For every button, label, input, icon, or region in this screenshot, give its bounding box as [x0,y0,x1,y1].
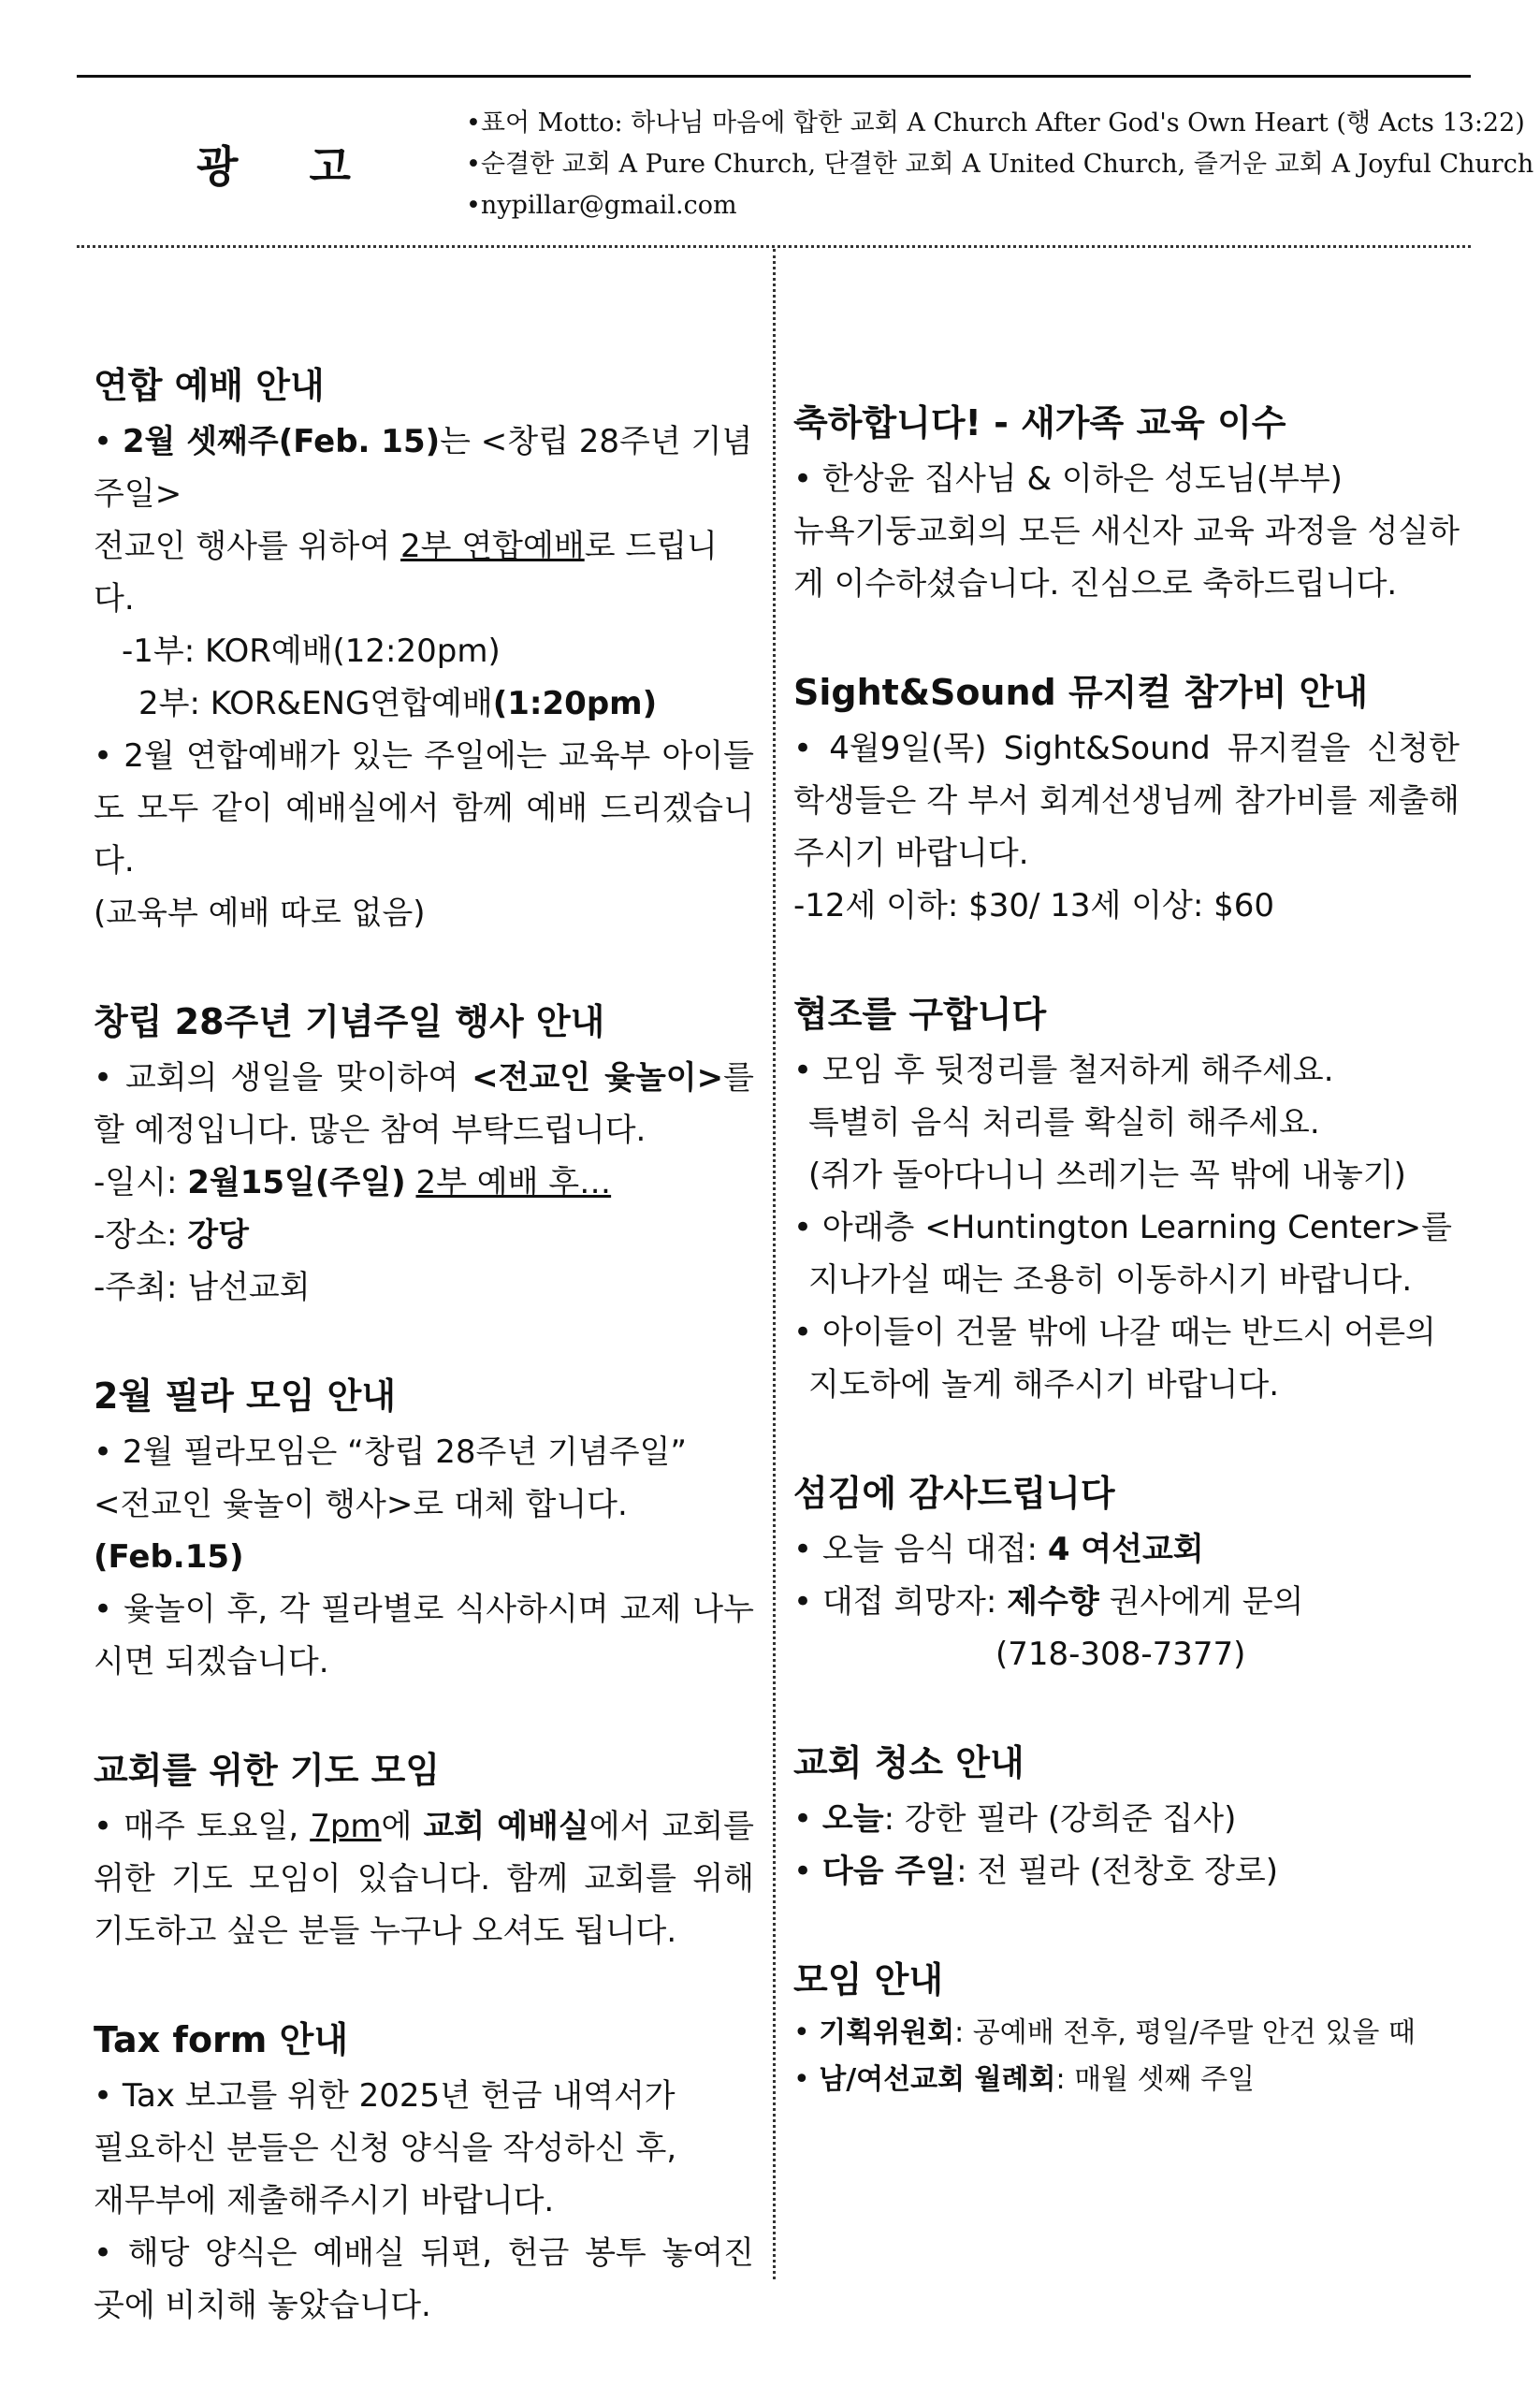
text: 로 드립니다. [94,528,718,618]
label-text: 다음 주일 [821,1853,957,1890]
notice-line: 재무부에 제출해주시기 바랍니다. [94,2182,555,2219]
underlined-text: 2부 예배 후… [415,1164,612,1201]
bullet: • [793,2016,820,2049]
text: : 매월 셋째 주일 [1055,2063,1256,2096]
left-column [94,356,754,2384]
notice-line [94,1052,754,1157]
notice-line: (쥐가 돌아다니니 쓰레기는 꼭 밖에 내놓기) [808,1157,1406,1194]
host-line: -주최: 남선교회 [94,1269,311,1306]
date-text: 2월 셋째주(Feb. 15) [122,423,441,460]
virtues-line: •순결한 교회 A Pure Church, 단결한 교회 A United Church, 즐거운 교회 A Joyful Church [466,150,1534,179]
notice-line: • 아래층 <Huntington Learning Center>를 [793,1209,1452,1246]
text: : 공예배 전후, 평일/주말 안건 있을 때 [954,2016,1416,2049]
section-musical-fee [793,662,1460,932]
fee-line: -12세 이하: $30/ 13세 이상: $60 [793,887,1275,924]
service-1-line: -1부: KOR예배(12:20pm) [122,633,501,670]
dotted-divider-horizontal [77,245,1471,248]
section-title: 모임 안내 [793,1959,944,2000]
section-cooperation [793,984,1460,1411]
bullet: • [793,1853,822,1890]
section-title: 섬김에 감사드립니다 [793,1473,1115,1514]
text [406,1164,416,1201]
notice-line: • 2월 필라모임은 “창립 28주년 기념주일” [94,1433,688,1471]
text: 를 할 예정입니다. 많은 참여 부탁드립니다. [94,1059,754,1149]
text: 에 [381,1808,424,1845]
page-title: 광 고 [196,141,379,192]
section-title: 2월 필라 모임 안내 [94,1375,397,1417]
right-column [793,393,1460,2156]
location-text: 교회 예배실 [423,1808,589,1845]
text: 2부: KOR&ENG연합예배 [138,685,493,722]
section-title: 교회 청소 안내 [793,1742,1024,1783]
section-title: 창립 28주년 기념주일 행사 안내 [94,1001,605,1042]
text: : 전 필라 (전창호 장로) [956,1853,1279,1890]
section-congratulations [793,393,1460,610]
datetime-line [94,1157,754,1209]
notice-line: 지나가실 때는 조용히 이동하시기 바랍니다. [808,1261,1413,1299]
notice-line: 지도하에 놀게 해주시기 바랍니다. [808,1366,1280,1404]
section-title: 교회를 위한 기도 모임 [94,1750,441,1791]
section-joint-worship [94,356,754,939]
text: • 매주 토요일, [94,1808,311,1845]
notice-line [793,2010,1460,2057]
date-text: 2월15일(주일) [187,1164,406,1201]
notice-line [94,1800,754,1957]
label-text: 남/여선교회 월례회 [819,2063,1056,2096]
bullet: • [793,1800,822,1838]
notice-line: • Tax 보고를 위한 2025년 헌금 내역서가 [94,2077,676,2115]
underlined-text: 2부 연합예배 [400,528,585,565]
service-2-line [94,677,754,730]
notice-line: • 윷놀이 후, 각 필라별로 식사하시며 교제 나누시면 되겠습니다. [94,1591,754,1680]
bullet: • [793,2063,820,2096]
label-text: 기획위원회 [819,2016,955,2049]
notice-line [94,1478,754,1583]
notice-line: 필요하신 분들은 신청 양식을 작성하신 후, [94,2130,677,2167]
top-rule [77,75,1471,78]
section-pillar-meeting [94,1366,754,1688]
notice-line [793,1845,1460,1898]
notice-line: • 해당 양식은 예배실 뒤편, 헌금 봉투 놓여진 곳에 비치해 놓았습니다. [94,2234,754,2324]
section-title: 연합 예배 안내 [94,365,325,406]
notice-line: • 모임 후 뒷정리를 철저하게 해주세요. [793,1052,1334,1089]
notice-line: • 2월 연합예배가 있는 주일에는 교육부 아이들도 모두 같이 예배실에서 함께 예배 드리겠습니다. [94,737,754,880]
text: 는 <창립 28주년 기념주일> [94,423,753,513]
text: -장소: [94,1216,188,1254]
section-title: Tax form 안내 [94,2019,349,2060]
section-title: Sight&Sound 뮤지컬 참가비 안내 [793,672,1369,713]
notice-line: • 아이들이 건물 밖에 나갈 때는 반드시 어른의 [793,1314,1436,1351]
section-thanks-service [793,1463,1460,1680]
text: 에서 교회를 위한 기도 모임이 있습니다. 함께 교회를 위해 기도하고 싶은 분들 누구나 오셔도 됩니다. [94,1808,754,1950]
text: • 오늘 음식 대접: [793,1531,1048,1568]
text: -일시: [94,1164,188,1201]
section-meetings [793,1950,1460,2103]
notice-line: • 한상윤 집사님 & 이하은 성도님(부부) [793,460,1343,498]
text: 권사에게 문의 [1098,1583,1304,1621]
text: : 강한 필라 (강희준 집사) [883,1800,1237,1838]
dotted-divider-vertical [773,249,776,2279]
person-name: 제수향 [1007,1583,1099,1621]
notice-line [94,520,754,625]
section-anniversary-event [94,992,754,1314]
section-prayer-meeting [94,1740,754,1957]
time-text: (1:20pm) [492,685,658,722]
email-line: •nypillar@gmail.com [466,191,737,220]
date-text: (Feb.15) [94,1538,244,1576]
notice-line [793,1523,1460,1576]
notice-line [793,2057,1460,2103]
notice-line: (교육부 예배 따로 없음) [94,895,426,932]
section-title: 축하합니다! - 새가족 교육 이수 [793,402,1286,444]
notice-line: • 4월9일(목) Sight&Sound 뮤지컬을 신청한 학생들은 각 부서 회계선생님께 참가비를 제출해주시기 바랍니다. [793,730,1460,872]
underlined-text: 7pm [310,1808,382,1845]
notice-line: 특별히 음식 처리를 확실히 해주세요. [808,1104,1320,1142]
text: 전교인 행사를 위하여 [94,528,401,565]
label-text: 오늘 [821,1800,884,1838]
text: <전교인 윷놀이 행사>로 대체 합니다. [94,1486,628,1523]
bullet: • [94,423,123,460]
header-info [466,103,1534,226]
notice-line [94,415,754,520]
text: • 교회의 생일을 맞이하여 [94,1059,472,1097]
motto-line: •표어 Motto: 하나님 마음에 합한 교회 A Church After God's Own Heart (행 Acts 13:22) [466,109,1525,138]
section-title: 협조를 구합니다 [793,994,1047,1035]
phone-number: (718-308-7377) [995,1636,1246,1673]
section-tax-form [94,2010,754,2332]
location-line [94,1209,754,1261]
notice-line [793,1793,1460,1845]
group-name: 4 여선교회 [1047,1531,1204,1568]
notice-line: 뉴욕기둥교회의 모든 새신자 교육 과정을 성실하게 이수하셨습니다. 진심으로 축하드립니다. [793,513,1460,603]
text: • 대접 희망자: [793,1583,1008,1621]
location-text: 강당 [187,1216,249,1254]
notice-line [793,1576,1460,1628]
section-cleaning [793,1733,1460,1898]
event-name: <전교인 윷놀이> [472,1059,724,1097]
